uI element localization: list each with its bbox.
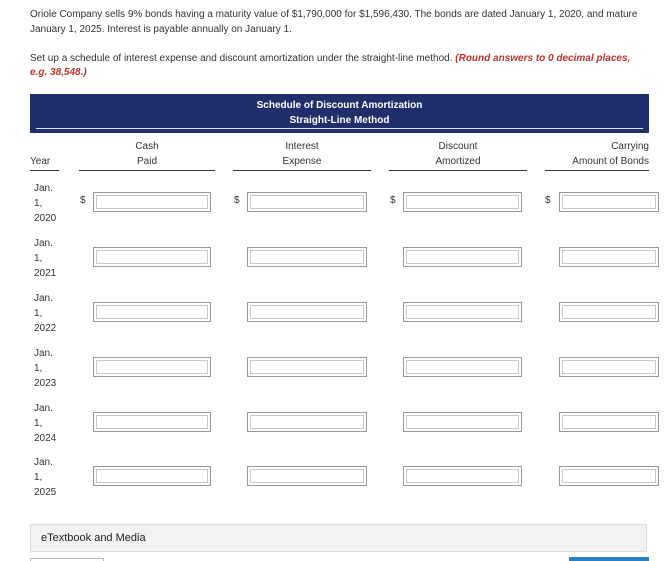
- carrying-amount-input[interactable]: [559, 412, 659, 432]
- discount-amortized-input[interactable]: [403, 412, 522, 432]
- row-year-label: Jan. 1, 2022: [34, 293, 57, 334]
- column-header-interest-expense: Interest Expense: [233, 139, 371, 171]
- etextbook-media-link[interactable]: eTextbook and Media: [30, 524, 647, 552]
- instruction-main: Set up a schedule of interest expense and discount amortization under the straight-line method.: [30, 53, 456, 64]
- interest-expense-input[interactable]: [247, 302, 367, 322]
- carrying-amount-input[interactable]: [559, 357, 659, 377]
- column-header-year: Year: [30, 154, 59, 171]
- carrying-amount-input[interactable]: [559, 247, 659, 267]
- cash-paid-input[interactable]: [93, 192, 211, 212]
- discount-amortized-input[interactable]: [403, 192, 522, 212]
- cash-paid-input[interactable]: [93, 357, 211, 377]
- interest-expense-input[interactable]: [247, 192, 367, 212]
- cash-paid-input[interactable]: [93, 302, 211, 322]
- interest-expense-input[interactable]: [247, 247, 367, 267]
- carrying-amount-input[interactable]: [559, 302, 659, 322]
- column-header-carrying-amount: Carrying Amount of Bonds: [545, 139, 649, 171]
- schedule-header: [30, 94, 649, 133]
- column-header-discount-amortized: Discount Amortized: [389, 139, 527, 171]
- carrying-amount-input[interactable]: [559, 466, 659, 486]
- carrying-amount-input[interactable]: [559, 192, 659, 212]
- header-underline: [36, 128, 643, 129]
- discount-amortized-input[interactable]: [403, 302, 522, 322]
- cash-paid-input[interactable]: [93, 466, 211, 486]
- schedule-title: Schedule of Discount Amortization: [256, 100, 423, 111]
- bottom-right-button[interactable]: [569, 557, 649, 561]
- instruction-text: [30, 52, 645, 80]
- discount-amortized-input[interactable]: [403, 247, 522, 267]
- dollar-sign: $: [545, 195, 551, 206]
- discount-amortized-input[interactable]: [403, 357, 522, 377]
- dollar-sign: $: [80, 195, 86, 206]
- rounding-note: (Round answers to 0 decimal places, e.g. 38,548.): [30, 53, 631, 78]
- cash-paid-input[interactable]: [93, 247, 211, 267]
- dollar-sign: $: [390, 195, 396, 206]
- dollar-sign: $: [234, 195, 240, 206]
- row-year-label: Jan. 1, 2024: [34, 403, 57, 444]
- row-year-label: Jan. 1, 2020: [34, 183, 57, 224]
- row-year-label: Jan. 1, 2021: [34, 238, 57, 279]
- discount-amortized-input[interactable]: [403, 466, 522, 486]
- interest-expense-input[interactable]: [247, 412, 367, 432]
- column-header-cash-paid: Cash Paid: [79, 139, 215, 171]
- interest-expense-input[interactable]: [247, 466, 367, 486]
- cash-paid-input[interactable]: [93, 412, 211, 432]
- row-year-label: Jan. 1, 2025: [34, 457, 57, 498]
- schedule-subtitle: Straight-Line Method: [289, 115, 390, 126]
- interest-expense-input[interactable]: [247, 357, 367, 377]
- problem-statement: Oriole Company sells 9% bonds having a maturity value of $1,790,000 for $1,596,430. The bonds are dated January 1, 2020, and mature January 1, 2025. Interest is payable annually on January 1.: [30, 9, 638, 35]
- row-year-label: Jan. 1, 2023: [34, 348, 57, 389]
